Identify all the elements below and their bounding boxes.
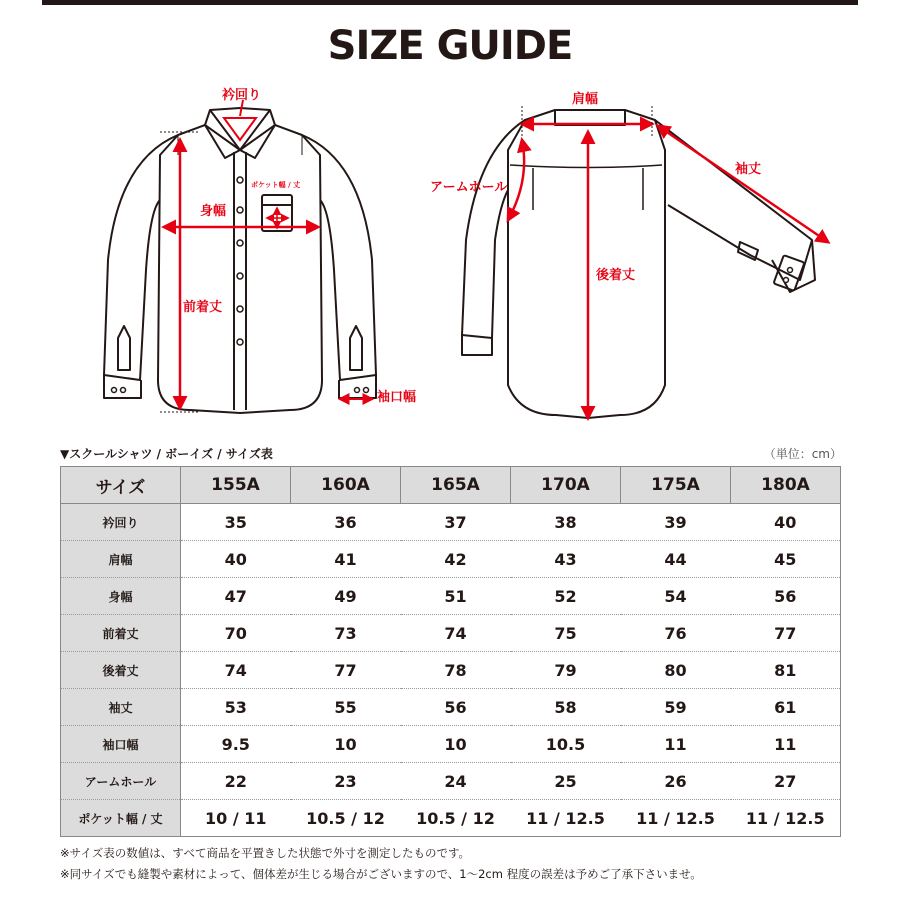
table-cell: 47 xyxy=(181,578,291,615)
table-cell: 10.5 xyxy=(511,726,621,763)
page-title: SIZE GUIDE xyxy=(327,23,573,69)
note-tolerance: ※同サイズでも縫製や素材によって、個体差が生じる場合がございますので、1～2cm 程度の誤差は予めご了承下さいませ。 xyxy=(60,867,702,881)
table-cell: 56 xyxy=(731,578,841,615)
table-cell: 77 xyxy=(291,652,401,689)
table-cell: 40 xyxy=(181,541,291,578)
table-cell: 11 xyxy=(621,726,731,763)
back-shirt-outline xyxy=(462,110,815,418)
top-rule xyxy=(42,0,858,5)
front-measure-lines xyxy=(164,100,372,408)
table-cell: 35 xyxy=(181,504,291,541)
label-back-length: 後着丈 xyxy=(596,268,636,283)
table-cell: 70 xyxy=(181,615,291,652)
label-body-width: 身幅 xyxy=(200,204,227,219)
table-cell: 40 xyxy=(731,504,841,541)
label-armhole: アームホール xyxy=(430,180,508,195)
table-row xyxy=(61,800,841,837)
size-header: 170A xyxy=(511,467,621,504)
row-label: 身幅 xyxy=(61,578,181,615)
label-sleeve: 袖丈 xyxy=(735,162,762,177)
table-row xyxy=(61,615,841,652)
table-cell: 25 xyxy=(511,763,621,800)
row-label: 衿回り xyxy=(61,504,181,541)
table-cell: 55 xyxy=(291,689,401,726)
size-header: 165A xyxy=(401,467,511,504)
table-row xyxy=(61,763,841,800)
table-cell: 42 xyxy=(401,541,511,578)
table-row xyxy=(61,689,841,726)
front-buttons xyxy=(112,177,369,393)
table-cell: 22 xyxy=(181,763,291,800)
note-measurement: ※サイズ表の数値は、すべて商品を平置きした状態で外寸を測定したものです。 xyxy=(60,846,471,860)
size-header: 155A xyxy=(181,467,291,504)
table-row xyxy=(61,652,841,689)
table-row xyxy=(61,541,841,578)
table-row xyxy=(61,504,841,541)
row-label: ポケット幅 / 丈 xyxy=(61,800,181,837)
row-label: 袖丈 xyxy=(61,689,181,726)
table-cell: 74 xyxy=(401,615,511,652)
size-header-row xyxy=(61,467,841,504)
table-cell: 58 xyxy=(511,689,621,726)
table-cell: 74 xyxy=(181,652,291,689)
table-row xyxy=(61,578,841,615)
table-unit: （単位：cm） xyxy=(763,447,842,461)
label-pocket: ポケット幅 / 丈 xyxy=(251,181,301,189)
row-label: 後着丈 xyxy=(61,652,181,689)
table-cell: 41 xyxy=(291,541,401,578)
table-cell: 56 xyxy=(401,689,511,726)
table-cell: 10.5 / 12 xyxy=(416,808,495,828)
table-cell: 78 xyxy=(401,652,511,689)
table-cell: 80 xyxy=(621,652,731,689)
table-cell: 23 xyxy=(291,763,401,800)
size-header: 160A xyxy=(291,467,401,504)
row-label: アームホール xyxy=(61,763,181,800)
table-cell: 27 xyxy=(731,763,841,800)
shirt-diagram xyxy=(0,80,900,440)
table-cell: 75 xyxy=(511,615,621,652)
table-cell: 26 xyxy=(621,763,731,800)
table-cell: 59 xyxy=(621,689,731,726)
table-cell: 44 xyxy=(621,541,731,578)
table-cell: 11 / 12.5 xyxy=(745,808,825,828)
table-cell: 81 xyxy=(731,652,841,689)
table-cell: 37 xyxy=(401,504,511,541)
table-cell: 76 xyxy=(621,615,731,652)
size-table xyxy=(60,466,841,837)
table-cell: 24 xyxy=(401,763,511,800)
table-cell: 10.5 / 12 xyxy=(306,808,385,828)
table-row xyxy=(61,726,841,763)
label-collar: 衿回り xyxy=(222,88,262,103)
row-label: 肩幅 xyxy=(61,541,181,578)
table-cell: 54 xyxy=(621,578,731,615)
table-cell: 9.5 xyxy=(181,726,291,763)
table-cell: 11 xyxy=(731,726,841,763)
size-header: 175A xyxy=(621,467,731,504)
table-cell: 39 xyxy=(621,504,731,541)
table-cell: 38 xyxy=(511,504,621,541)
front-shirt-outline xyxy=(104,108,376,413)
table-cell: 43 xyxy=(511,541,621,578)
table-cell: 36 xyxy=(291,504,401,541)
table-caption: ▼スクールシャツ / ボーイズ / サイズ表 xyxy=(60,447,273,461)
label-cuff-width: 袖口幅 xyxy=(377,390,417,405)
table-cell: 10 xyxy=(401,726,511,763)
label-shoulder: 肩幅 xyxy=(572,92,599,107)
row-label: 袖口幅 xyxy=(61,726,181,763)
table-cell: 73 xyxy=(291,615,401,652)
table-cell: 11 / 12.5 xyxy=(636,808,715,828)
row-label: 前着丈 xyxy=(61,615,181,652)
label-front-length: 前着丈 xyxy=(183,300,223,315)
table-cell: 51 xyxy=(401,578,511,615)
table-cell: 53 xyxy=(181,689,291,726)
table-cell: 45 xyxy=(731,541,841,578)
shirt-illustration xyxy=(0,80,900,440)
table-cell: 10 xyxy=(291,726,401,763)
table-cell: 49 xyxy=(291,578,401,615)
table-cell: 10 / 11 xyxy=(204,808,267,828)
table-cell: 77 xyxy=(731,615,841,652)
table-cell: 61 xyxy=(731,689,841,726)
corner-cell: サイズ xyxy=(61,467,181,504)
table-cell: 52 xyxy=(511,578,621,615)
size-header: 180A xyxy=(731,467,841,504)
table-cell: 11 / 12.5 xyxy=(526,808,605,828)
table-cell: 79 xyxy=(511,652,621,689)
